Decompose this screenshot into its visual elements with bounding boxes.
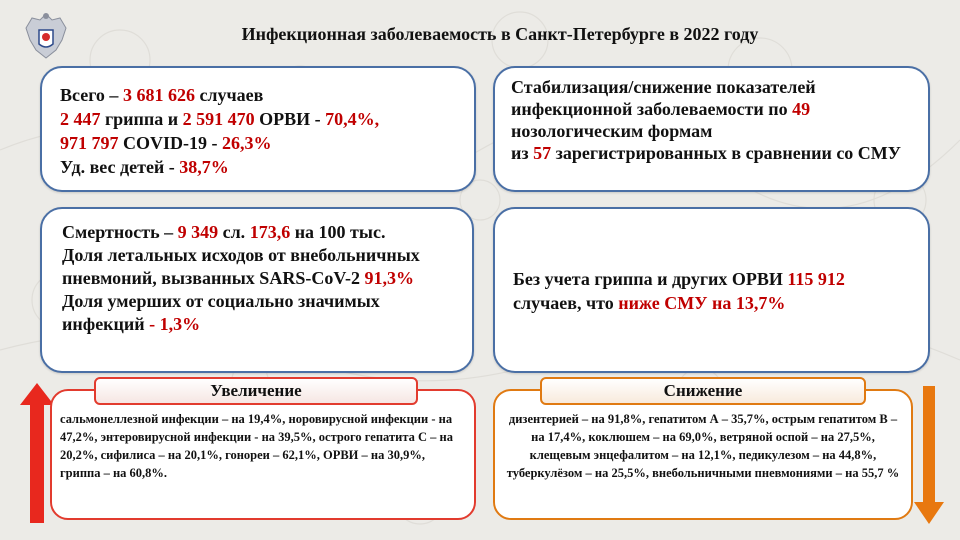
flu-arvi-line: 2 447 гриппа и 2 591 470 ОРВИ - 70,4%, xyxy=(60,109,380,129)
arrow-down-icon xyxy=(914,386,944,524)
decrease-text: дизентерией – на 91,8%, гепатитом А – 35,7%, острым гепатитом В – на 17,4%, коклюшем – на 69,0%, ветряной оспой – на 27,5%, клещевым энцефалитом – на 12,1%, педикулезом – на 44,8%, туберкулёзом – на 25,5%, внебольничными пневмониями – на 55,7 % xyxy=(506,412,900,480)
without-flu-text: Без учета гриппа и других ОРВИ 115 912 случаев, что ниже СМУ на 13,7% xyxy=(513,269,845,313)
pneumonia-fatality-line: Доля летальных исходов от внебольничных пневмоний, вызванных SARS-CoV-2 91,3% xyxy=(62,245,420,288)
arrow-up-icon xyxy=(20,383,54,523)
increase-label: Увеличение xyxy=(94,377,418,405)
without-flu-card xyxy=(493,207,930,373)
coat-of-arms-icon xyxy=(22,10,70,62)
stabilization-card xyxy=(493,66,930,192)
mortality-line: Смертность – 9 349 сл. 173,6 на 100 тыс. xyxy=(62,222,386,242)
page-title: Инфекционная заболеваемость в Санкт-Петербурге в 2022 году xyxy=(241,24,759,44)
decrease-panel xyxy=(493,389,913,520)
mortality-card xyxy=(40,207,474,373)
decrease-label: Снижение xyxy=(540,377,866,405)
social-infections-line: Доля умерших от социально значимых инфекций - 1,3% xyxy=(62,291,380,334)
total-line: Всего – 3 681 626 случаев xyxy=(60,85,264,105)
increase-text: сальмонеллезной инфекции – на 19,4%, норовирусной инфекции - на 47,2%, энтеровирусной инфекции - на 39,5%, острого гепатита С – на 20,2%, сифилиса – на 20,1%, гонореи – 62,1%, ОРВИ – на 30,9%, гриппа – на 60,8%. xyxy=(60,412,453,480)
total-cases-card xyxy=(40,66,476,192)
covid-line: 971 797 COVID-19 - 26,3% xyxy=(60,133,272,153)
stabilization-text: Стабилизация/снижение показателей инфекционной заболеваемости по 49 нозологическим формам из 57 зарегистрированных в сравнении со СМУ xyxy=(511,77,902,163)
increase-panel xyxy=(50,389,476,520)
children-share-line: Уд. вес детей - 38,7% xyxy=(60,157,229,177)
